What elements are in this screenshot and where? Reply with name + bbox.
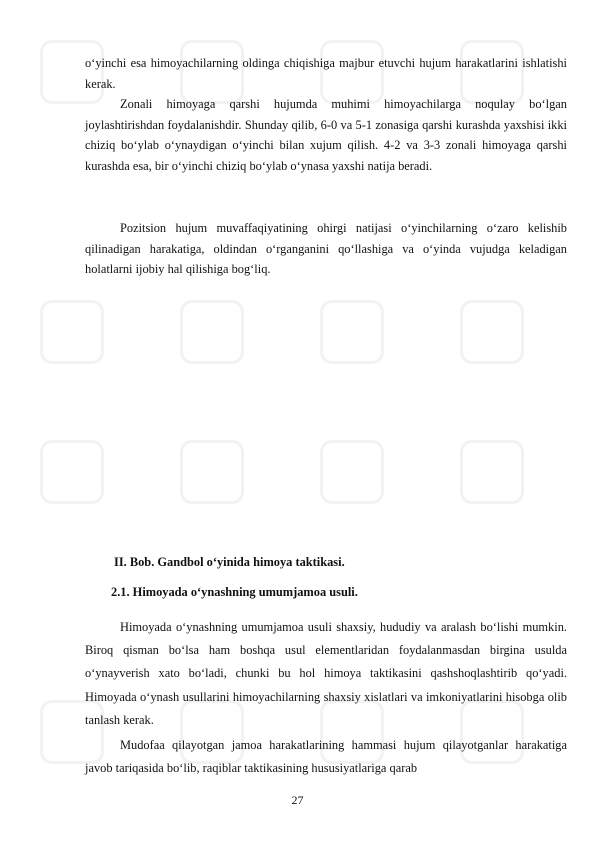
watermark-shape	[460, 300, 524, 364]
watermark-shape	[180, 440, 244, 504]
watermark-shape	[40, 300, 104, 364]
watermark-shape	[460, 440, 524, 504]
watermark-shape	[320, 300, 384, 364]
section-heading: 2.1. Himoyada o‘ynashning umumjamoa usuli.	[111, 585, 358, 599]
body-paragraph-2: Zonali himoyaga qarshi hujumda muhimi himoyachilarga noqulay bo‘lgan joylashtirishdan foydalanishdir. Shunday qilib, 6-0 va 5-1 zonasiga qarshi kurashda yaxshisi ikki chiziq bo‘ylab o‘ynaydigan o‘yinchi bilan xujum qilish. 4-2 va 3-3 zonali himoyaga qarshi kurashda esa, bir o‘yinchi chiziq bo‘ylab o‘ynasa yaxshi natija beradi.	[85, 97, 567, 173]
page-number: 27	[291, 793, 304, 807]
body-paragraph-1: o‘yinchi esa himoyachilarning oldinga chiqishiga majbur etuvchi hujum harakatlarini ishlatishi kerak.	[85, 56, 567, 91]
watermark-shape	[180, 300, 244, 364]
chapter-heading: II. Bob. Gandbol o‘yinida himoya taktikasi.	[114, 555, 345, 569]
watermark-shape	[40, 440, 104, 504]
body-paragraph-3: Pozitsion hujum muvaffaqiyatining ohirgi natijasi o‘yinchilarning o‘zaro kelishib qilinadigan harakatiga, oldindan o‘rganganini qo‘llashiga va o‘yinda vujudga keladigan holatlarni ijobiy hal qilishiga bog‘liq.	[85, 221, 567, 277]
section-paragraph-1: Himoyada o‘ynashning umumjamoa usuli shaxsiy, hududiy va aralash bo‘lishi mumkin. Biroq qisman bo‘lsa ham boshqa usul elementlaridan foydalanmasdan birgina usulda o‘ynayverish xato bo‘ladi, chunki bu hol himoya taktikasini qashshoqlashtirib qo‘yadi. Himoyada o‘ynash usullarini himoyachilarning shaxsiy xislatlari va imkoniyatlarini hisobga olib tanlash kerak.	[85, 620, 567, 727]
section-paragraph-2: Mudofaa qilayotgan jamoa harakatlarining hammasi hujum qilayotganlar harakatiga javob tariqasida bo‘lib, raqiblar taktikasining hususiyatlariga qarab	[85, 738, 567, 776]
watermark-shape	[320, 440, 384, 504]
